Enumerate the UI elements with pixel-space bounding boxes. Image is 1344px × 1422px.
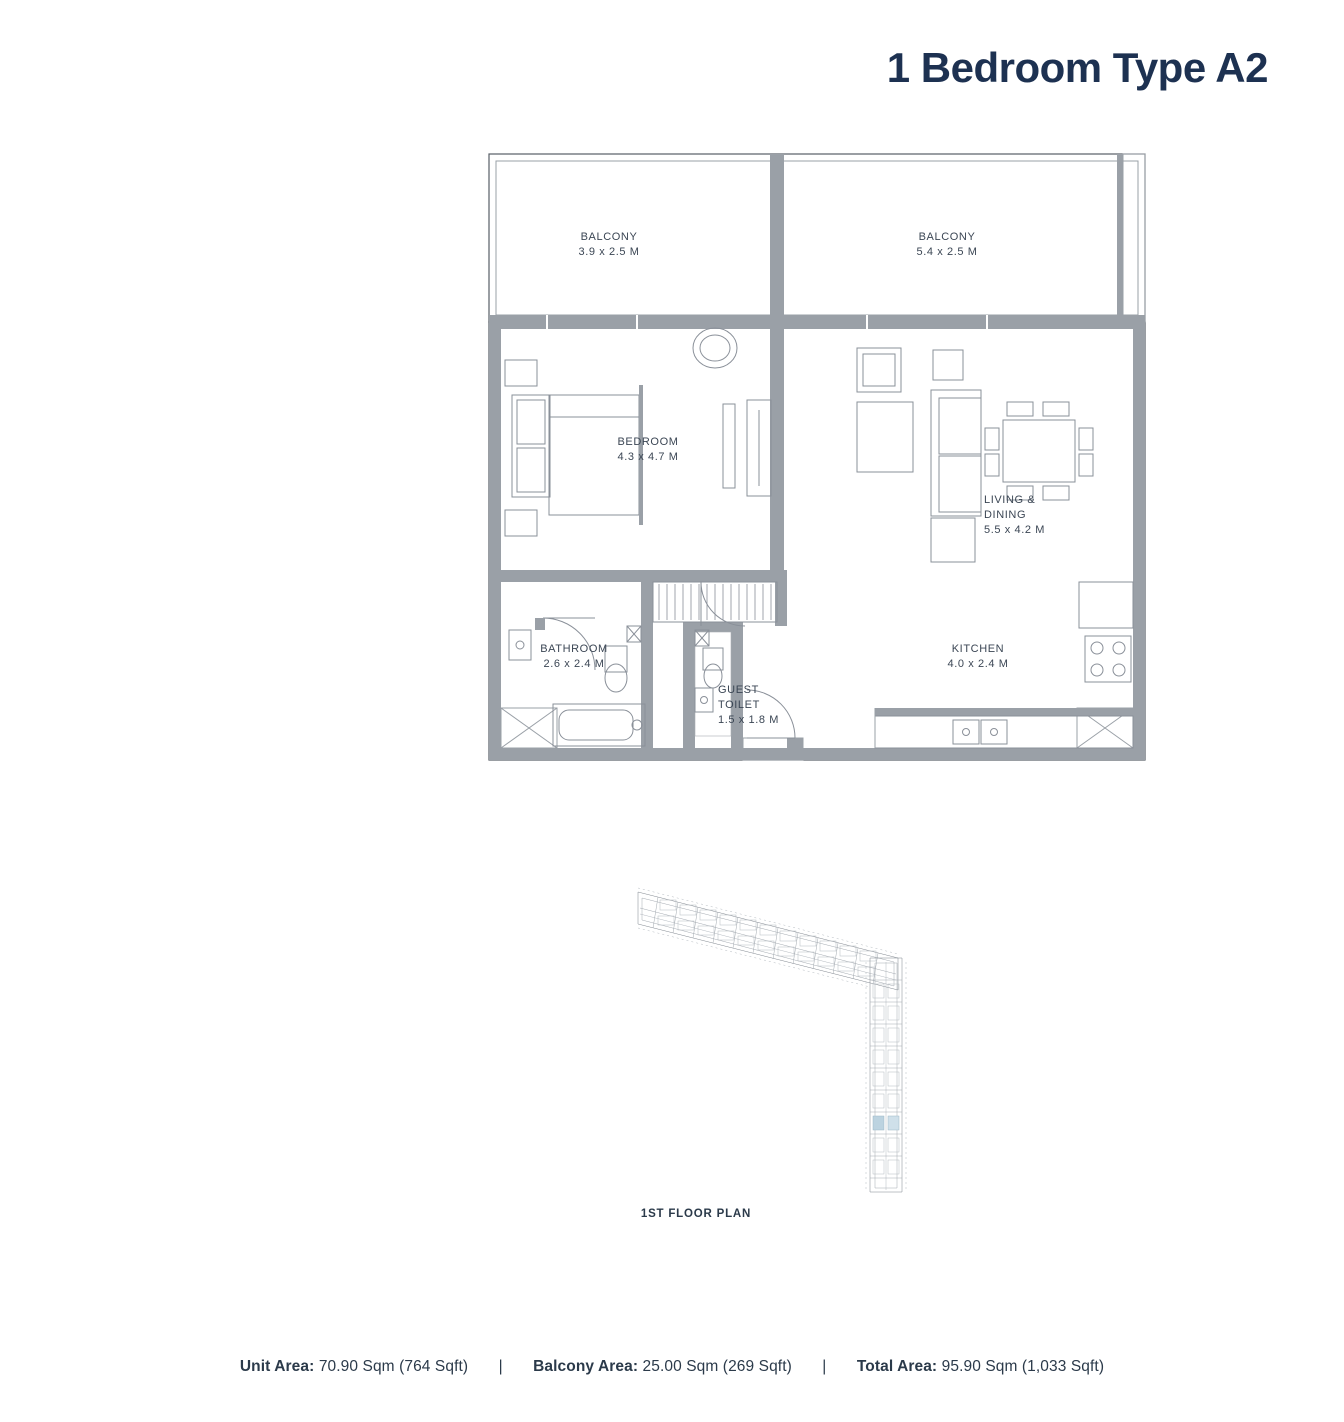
room-dimension: 2.6 x 2.4 M — [543, 657, 605, 670]
balcony-area-label: Balcony Area: — [533, 1358, 639, 1375]
room-name-line-1: LIVING & — [984, 494, 1036, 506]
separator-2: | — [822, 1358, 827, 1375]
separator-1: | — [498, 1358, 503, 1375]
room-dimension: 5.4 x 2.5 M — [916, 245, 978, 258]
total-area-value: 95.90 Sqm (1,033 Sqft) — [941, 1358, 1105, 1375]
room-label-kitchen — [913, 642, 1043, 672]
room-dimension: 3.9 x 2.5 M — [578, 245, 640, 258]
room-name: BALCONY — [580, 231, 638, 243]
room-label-balcony-2 — [887, 230, 1007, 260]
key-plan-caption-text: 1ST FLOOR PLAN — [640, 1208, 752, 1220]
room-label-bathroom — [504, 642, 644, 672]
unit-area-label: Unit Area: — [239, 1358, 315, 1375]
total-area-label: Total Area: — [856, 1358, 938, 1375]
room-name-line-2: TOILET — [718, 698, 760, 711]
room-label-bedroom — [588, 435, 708, 465]
key-plan-caption — [0, 1208, 1344, 1220]
room-name: KITCHEN — [951, 643, 1005, 655]
room-dimension: 5.5 x 4.2 M — [984, 523, 1046, 536]
key-plan-svg — [630, 862, 970, 1202]
key-plan-diagram — [630, 862, 970, 1202]
unit-area-value: 70.90 Sqm (764 Sqft) — [318, 1358, 469, 1375]
room-label-balcony-1 — [549, 230, 669, 260]
room-dimension: 4.3 x 4.7 M — [617, 450, 679, 463]
area-summary — [0, 1358, 1344, 1376]
room-dimension: 1.5 x 1.8 M — [718, 713, 780, 726]
room-label-living-dining — [984, 493, 1114, 538]
room-dimension: 4.0 x 2.4 M — [947, 657, 1009, 670]
room-name-line-2: DINING — [984, 508, 1027, 521]
room-name: BALCONY — [918, 231, 976, 243]
room-label-guest-toilet — [718, 683, 828, 728]
room-name: BEDROOM — [617, 436, 679, 448]
balcony-area-value: 25.00 Sqm (269 Sqft) — [642, 1358, 792, 1375]
room-name-line-1: GUEST — [718, 684, 759, 696]
room-name: BATHROOM — [540, 643, 608, 655]
page-title: 1 Bedroom Type A2 — [886, 44, 1268, 91]
floor-plan-drawing — [487, 152, 1147, 762]
